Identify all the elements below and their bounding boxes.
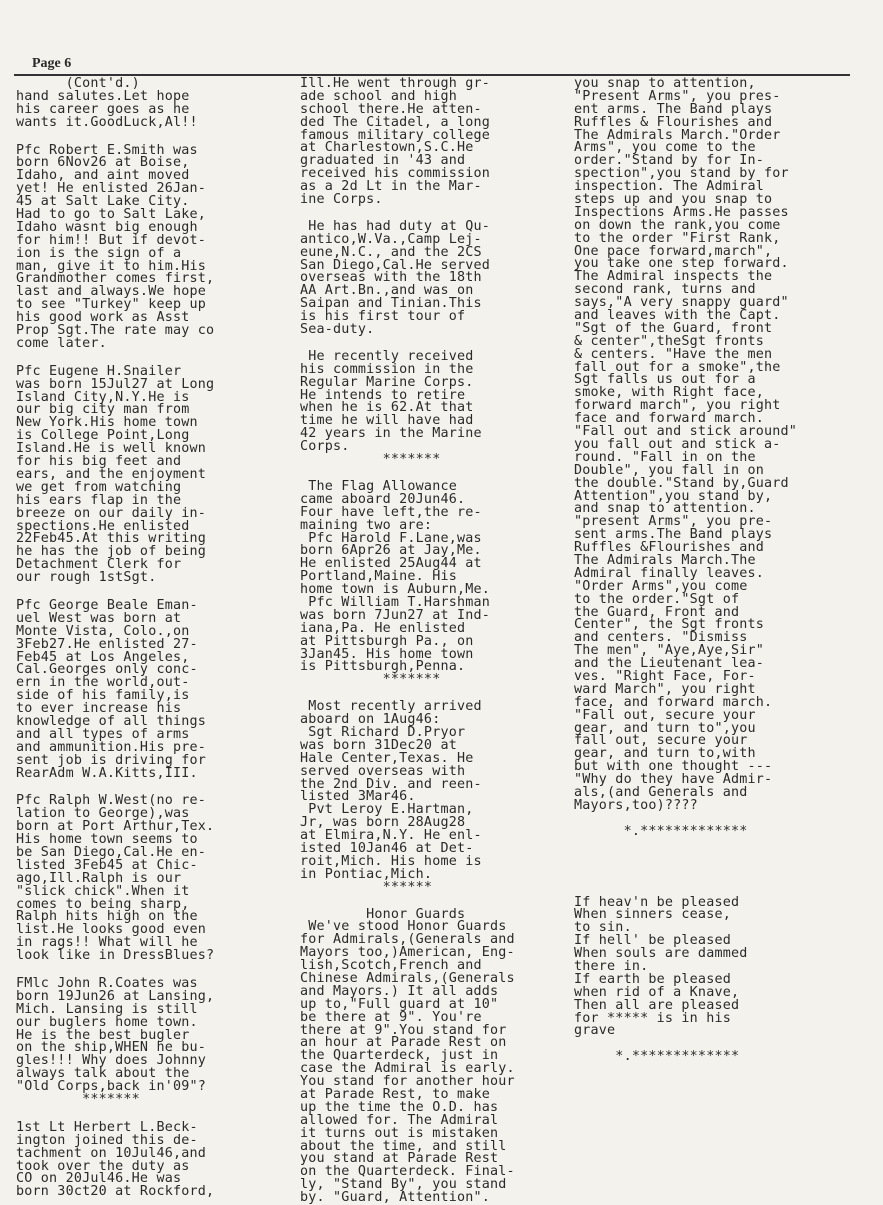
text-line: ern in the world,out-: [16, 675, 190, 691]
text-line: Ill.He went through gr-: [300, 76, 491, 91]
text-line: Pfc Harold F.Lane,was: [300, 530, 482, 546]
text-line: and ammunition.His pre-: [16, 739, 207, 755]
text-line: in rags!! What will he: [16, 935, 198, 951]
text-line: steps up and you snap to: [574, 192, 773, 208]
text-line: man, give it to him.His: [16, 258, 207, 274]
paragraph: [300, 348, 562, 468]
paragraph: [574, 78, 874, 839]
text-line: list.He looks good even: [16, 922, 207, 938]
text-line: by. "Guard, Attention".: [300, 1190, 491, 1205]
text-line: "Sgt of the Guard, front: [574, 320, 773, 336]
text-line: Inspections Arms.He passes: [574, 204, 789, 220]
text-line: Honor Guards: [300, 906, 466, 922]
text-line: is his first tour of: [300, 309, 466, 325]
text-line: "slick chick".When it: [16, 883, 190, 899]
text-line: ine Corps.: [300, 192, 383, 208]
text-line: Regular Marine Corps.: [300, 374, 474, 390]
text-line: 22Feb45.At this writing: [16, 531, 207, 547]
text-line: Sea-duty.: [300, 322, 375, 338]
text-line: comes to being sharp,: [16, 896, 190, 912]
text-line: fall out for a smoke",the: [574, 359, 781, 375]
text-line: gear, and turn to",you: [574, 720, 756, 736]
text-line: ade school and high: [300, 88, 457, 104]
text-line: Pfc Eugene H.Snailer: [16, 363, 182, 379]
text-line: & centers. "Have the men: [574, 346, 773, 362]
text-line: for his big feet and: [16, 454, 182, 470]
text-line: says,"A very snappy guard": [574, 295, 789, 311]
text-line: Had to go to Salt Lake,: [16, 207, 207, 223]
text-line: Ruffles & Flourishes and: [574, 114, 773, 130]
text-line: time he will have had: [300, 413, 474, 429]
text-line: If heav'n be pleased: [574, 894, 740, 910]
paragraph: [16, 795, 291, 963]
text-line: wants it.GoodLuck,Al!!: [16, 114, 198, 130]
text-line: Pfc William T.Harshman: [300, 594, 491, 610]
text-line: hand salutes.Let hope: [16, 88, 190, 104]
text-line: One pace forward,march",: [574, 243, 773, 259]
text-line: the double."Stand by,Guard: [574, 475, 789, 491]
text-line: fall out, secure your: [574, 733, 748, 749]
text-line: 1st Lt Herbert L.Beck-: [16, 1119, 198, 1135]
text-line: and leaves with the Capt.: [574, 308, 781, 324]
text-line: ent arms. The Band plays: [574, 101, 773, 117]
text-line: Pfc Robert E.Smith was: [16, 142, 198, 158]
text-line: breeze on our daily in-: [16, 505, 207, 521]
text-line: born 19Jun26 at Lansing,: [16, 988, 215, 1004]
text-line: Pvt Leroy E.Hartman,: [300, 802, 474, 818]
text-line: you snap to attention,: [574, 76, 756, 91]
text-line: look like in DressBlues?: [16, 948, 215, 964]
text-line: ******: [300, 879, 433, 895]
text-line: Jr, was born 28Aug28: [300, 815, 466, 831]
text-line: isted 10Jan46 at Det-: [300, 840, 474, 856]
text-line: eune,N.C., and the 2CS: [300, 244, 482, 260]
text-line: ded The Citadel, a long: [300, 114, 491, 130]
text-line: took over the duty as: [16, 1158, 190, 1174]
text-line: Corps.: [300, 439, 350, 455]
text-line: to the order "First Rank,: [574, 230, 781, 246]
text-line: Sgt Richard D.Pryor: [300, 724, 466, 740]
text-line: Chinese Admirals,(Generals: [300, 971, 515, 986]
text-line: You stand for another hour: [300, 1074, 515, 1090]
text-line: born 6Apr26 at Jay,Me.: [300, 543, 482, 559]
text-line: maining two are:: [300, 517, 433, 533]
text-line: Admiral finally leaves.: [574, 565, 765, 581]
text-line: "present Arms", you pre-: [574, 514, 773, 530]
text-line: iana,Pa. He enlisted: [300, 620, 466, 636]
text-line: served overseas with: [300, 763, 466, 779]
text-line: born at Port Arthur,Tex.: [16, 819, 215, 835]
paragraph: [300, 78, 562, 207]
text-line: San Diego,Cal.He served: [300, 257, 491, 273]
text-line: his good work as Asst: [16, 310, 190, 326]
text-line: Portland,Maine. His: [300, 569, 457, 585]
text-line: "Fall out and stick around": [574, 424, 798, 440]
text-line: on the ship,WHEN he bu-: [16, 1040, 207, 1056]
text-line: ears, and the enjoyment: [16, 466, 207, 482]
text-line: "Order Arms",you come: [574, 578, 748, 594]
text-line: up to,"Full guard at 10": [300, 996, 499, 1012]
text-line: and all types of arms: [16, 726, 190, 742]
text-line: lish,Scotch,French and: [300, 958, 482, 974]
text-line: our rough 1stSgt.: [16, 570, 157, 586]
text-line: He has had duty at Qu-: [300, 218, 491, 234]
text-line: to the order."Sgt of: [574, 591, 740, 607]
text-line: you fall out and stick a-: [574, 436, 781, 452]
text-line: up the time the O.D. has: [300, 1099, 499, 1115]
text-line: in Pontiac,Mich.: [300, 866, 433, 882]
text-line: Feb45 at Los Angeles,: [16, 649, 190, 665]
text-line: CO on 20Jul46.He was: [16, 1171, 182, 1187]
text-line: to sin.: [574, 920, 632, 936]
text-line: Pfc George Beale Eman-: [16, 597, 198, 613]
text-line: Arms", you come to the: [574, 140, 756, 156]
text-line: smoke, with Right face,: [574, 385, 765, 401]
text-line: "Present Arms", you pres-: [574, 88, 781, 104]
text-line: 3Jan45. His home town: [300, 646, 474, 662]
text-line: and the Lieutenant lea-: [574, 656, 765, 672]
text-line: gear, and turn to,with: [574, 746, 756, 762]
text-line: face, and forward march.: [574, 694, 773, 710]
text-line: for him!! But if devot-: [16, 232, 207, 248]
text-line: Grandmother comes first,: [16, 271, 215, 287]
text-line: If hell' be pleased: [574, 933, 731, 949]
text-line: 42 years in the Marine: [300, 426, 482, 442]
text-line: yet! He enlisted 26Jan-: [16, 181, 207, 197]
text-line: & center",theSgt fronts: [574, 333, 765, 349]
text-line: received his commission: [300, 166, 491, 182]
text-line: sent arms.The Band plays: [574, 527, 773, 543]
paragraph: [16, 978, 291, 1107]
text-line: uel West was born at: [16, 610, 182, 626]
text-line: ington joined this de-: [16, 1132, 198, 1148]
text-line: "Why do they have Admir-: [574, 772, 773, 788]
text-line: Island.He is well known: [16, 441, 207, 457]
text-line: Most recently arrived: [300, 699, 482, 715]
text-line: *******: [300, 672, 441, 688]
text-line: Ralph hits high on the: [16, 909, 198, 925]
text-line: born 6Nov26 at Boise,: [16, 155, 190, 171]
text-line: as a 2d Lt in the Mar-: [300, 179, 482, 195]
text-line: order."Stand by for In-: [574, 153, 765, 169]
text-line: and Mayors.) It all adds: [300, 983, 499, 999]
text-line: was born 7Jun27 at Ind-: [300, 607, 491, 623]
text-line: We've stood Honor Guards: [300, 919, 507, 935]
text-line: ward March", you right: [574, 681, 756, 697]
text-line: roit,Mich. His home is: [300, 853, 482, 869]
text-line: *.*************: [574, 823, 748, 839]
text-line: lation to George),was: [16, 806, 190, 822]
text-line: Four have left,the re-: [300, 504, 482, 520]
text-line: ly, "Stand By", you stand: [300, 1177, 507, 1193]
text-line: ves. "Right Face, For-: [574, 668, 756, 684]
text-line: the Quarterdeck, just in: [300, 1048, 499, 1064]
text-line: RearAdm W.A.Kitts,III.: [16, 765, 198, 781]
text-line: Island City,N.Y.He is: [16, 389, 190, 405]
text-line: He is the best bugler: [16, 1027, 190, 1043]
text-line: at Parade Rest, to make: [300, 1087, 491, 1103]
text-line: for Admirals,(Generals and: [300, 932, 515, 948]
text-line: came aboard 20Jun46.: [300, 491, 466, 507]
text-line: When souls are dammed: [574, 946, 748, 962]
text-line: and snap to attention.: [574, 501, 756, 517]
text-line: when rid of a Knave,: [574, 984, 740, 1000]
text-line: He intends to retire: [300, 387, 466, 403]
text-line: He recently received: [300, 348, 474, 364]
paragraph: [574, 894, 874, 1065]
paragraph: [300, 701, 562, 894]
text-line: Ruffles &Flourishes and: [574, 540, 765, 556]
text-line: when he is 62.At that: [300, 400, 474, 416]
text-line: The Flag Allowance: [300, 478, 457, 494]
paragraph: [16, 1119, 291, 1200]
text-line: listed 3Mar46.: [300, 789, 416, 805]
text-line: and centers. "Dismiss: [574, 630, 748, 646]
text-line: knowledge of all things: [16, 713, 207, 729]
text-line: Saipan and Tinian.This: [300, 296, 482, 312]
text-line: FMlc John R.Coates was: [16, 976, 198, 991]
text-line: come later.: [16, 335, 107, 351]
text-line: but with one thought ---: [574, 759, 773, 775]
text-line: 3Feb27.He enlisted 27-: [16, 636, 198, 652]
text-line: you take one step forward.: [574, 256, 789, 272]
text-line: Center", the Sgt fronts: [574, 617, 765, 633]
text-line: Pfc Ralph W.West(no re-: [16, 793, 207, 809]
text-line: his commission in the: [300, 361, 474, 377]
text-line: second rank, turns and: [574, 282, 756, 298]
text-line: the Guard, Front and: [574, 604, 740, 620]
paragraph: [300, 906, 562, 1205]
text-line: was born 31Dec20 at: [300, 737, 457, 753]
text-line: The men", "Aye,Aye,Sir": [574, 643, 765, 659]
text-line: to see "Turkey" keep up: [16, 297, 207, 313]
text-line: Prop Sgt.The rate may co: [16, 323, 215, 339]
text-line: His home town seems to: [16, 832, 198, 848]
text-line: The Admiral inspects the: [574, 269, 773, 285]
text-line: Monte Vista, Colo.,on: [16, 623, 190, 639]
text-line: the 2nd Div. and reen-: [300, 776, 482, 792]
text-line: New York.His home town: [16, 415, 198, 431]
text-line: his career goes as he: [16, 101, 190, 117]
text-line: 45 at Salt Lake City.: [16, 194, 190, 210]
paragraph: [16, 142, 291, 351]
text-line: Idaho wasnt big enough: [16, 219, 198, 235]
text-line: side of his family,is: [16, 688, 190, 704]
text-line: be there at 9". You're: [300, 1009, 482, 1025]
text-line: is Pittsburgh,Penna.: [300, 659, 466, 675]
text-line: he has the job of being: [16, 544, 207, 560]
text-line: gles!!! Why does Johnny: [16, 1053, 207, 1069]
text-line: Attention",you stand by,: [574, 488, 773, 504]
text-line: at Charlestown,S.C.He: [300, 140, 474, 156]
text-line: sent job is driving for: [16, 752, 207, 768]
text-line: at Elmira,N.Y. He enl-: [300, 828, 482, 844]
text-line: Then all are pleased: [574, 997, 740, 1013]
text-line: our big city man from: [16, 402, 190, 418]
text-line: school there.He atten-: [300, 101, 482, 117]
text-line: spection",you stand by for: [574, 166, 789, 182]
text-line: Idaho, and aint moved: [16, 168, 190, 184]
text-line: you stand at Parade Rest: [300, 1151, 499, 1167]
text-line: famous military college: [300, 127, 491, 143]
text-line: be San Diego,Cal.He en-: [16, 844, 207, 860]
text-line: ion is the sign of a: [16, 245, 182, 261]
text-line: Hale Center,Texas. He: [300, 750, 474, 766]
text-line: *******: [16, 1092, 140, 1108]
text-line: Cal.Georges only conc-: [16, 662, 198, 678]
paragraph: [16, 78, 291, 130]
text-line: case the Admiral is early.: [300, 1061, 515, 1077]
text-line: AA Art.Bn.,and was on: [300, 283, 474, 299]
text-line: last and always.We hope: [16, 284, 207, 300]
text-line: round. "Fall in on the: [574, 449, 756, 465]
text-line: always talk about the: [16, 1066, 190, 1082]
text-line: at Pittsburgh Pa., on: [300, 633, 474, 649]
text-line: Mayors,too)????: [574, 797, 698, 813]
page-number: Page 6: [32, 56, 72, 71]
text-line: Mayors too,)American, Eng-: [300, 945, 515, 961]
text-line: als,(and Generals and: [574, 784, 748, 800]
text-line: about the time, and still: [300, 1138, 507, 1154]
text-line: his ears flap in the: [16, 492, 182, 508]
text-line: an hour at Parade Rest on: [300, 1035, 507, 1051]
text-line: spections.He enlisted: [16, 518, 190, 534]
text-line: He enlisted 25Aug44 at: [300, 556, 482, 572]
text-line: overseas with the 18th: [300, 270, 482, 286]
text-line: listed 3Feb45 at Chic-: [16, 857, 198, 873]
text-line: graduated in '43 and: [300, 153, 466, 169]
text-line: we get from watching: [16, 479, 182, 495]
text-line: there in.: [574, 959, 649, 974]
text-line: there at 9".You stand for: [300, 1022, 507, 1038]
text-line: Sgt falls us out for a: [574, 372, 756, 388]
column-middle: [300, 78, 562, 1205]
text-line: *******: [300, 452, 441, 468]
text-line: forward march", you right: [574, 398, 781, 414]
text-line: Detachment Clerk for: [16, 557, 182, 573]
paragraph: [300, 478, 562, 688]
text-line: home town is Auburn,Me.: [300, 582, 491, 598]
column-right: [574, 78, 874, 1064]
text-line: The Admirals March."Order: [574, 127, 781, 143]
text-line: The Admirals March.The: [574, 552, 756, 568]
text-line: antico,W.Va.,Camp Lej-: [300, 231, 482, 247]
text-line: was born 15Jul27 at Long: [16, 376, 215, 392]
text-line: it turns out is mistaken: [300, 1125, 499, 1141]
text-line: "Fall out, secure your: [574, 707, 756, 723]
text-line: tachment on 10Jul46,and: [16, 1145, 207, 1161]
text-line: inspection. The Admiral: [574, 179, 765, 195]
text-line: When sinners cease,: [574, 907, 731, 923]
column-left: [16, 78, 291, 1199]
text-line: *.*************: [574, 1049, 740, 1065]
text-line: Mich. Lansing is still: [16, 1001, 198, 1017]
text-line: "Old Corps,back in'09"?: [16, 1079, 207, 1095]
text-line: allowed for. The Admiral: [300, 1112, 499, 1128]
text-line: born 30ct20 at Rockford,: [16, 1184, 215, 1200]
text-line: on down the rank,you come: [574, 217, 781, 233]
text-line: face and forward march.: [574, 411, 765, 427]
text-line: for ***** is in his: [574, 1010, 731, 1026]
paragraph: [300, 218, 562, 338]
text-line: (Cont'd.): [16, 76, 140, 91]
text-line: on the Quarterdeck. Final-: [300, 1164, 515, 1180]
text-line: ago,Ill.Ralph is our: [16, 870, 182, 886]
text-line: our buglers home town.: [16, 1014, 198, 1030]
text-line: aboard on 1Aug46:: [300, 712, 441, 728]
text-line: is College Point,Long: [16, 428, 190, 444]
text-line: Double", you fall in on: [574, 462, 765, 478]
text-line: grave: [574, 1023, 616, 1039]
text-line: to ever increase his: [16, 701, 182, 717]
paragraph: [16, 363, 291, 586]
paragraph: [16, 597, 291, 781]
text-line: If earth be pleased: [574, 971, 731, 987]
